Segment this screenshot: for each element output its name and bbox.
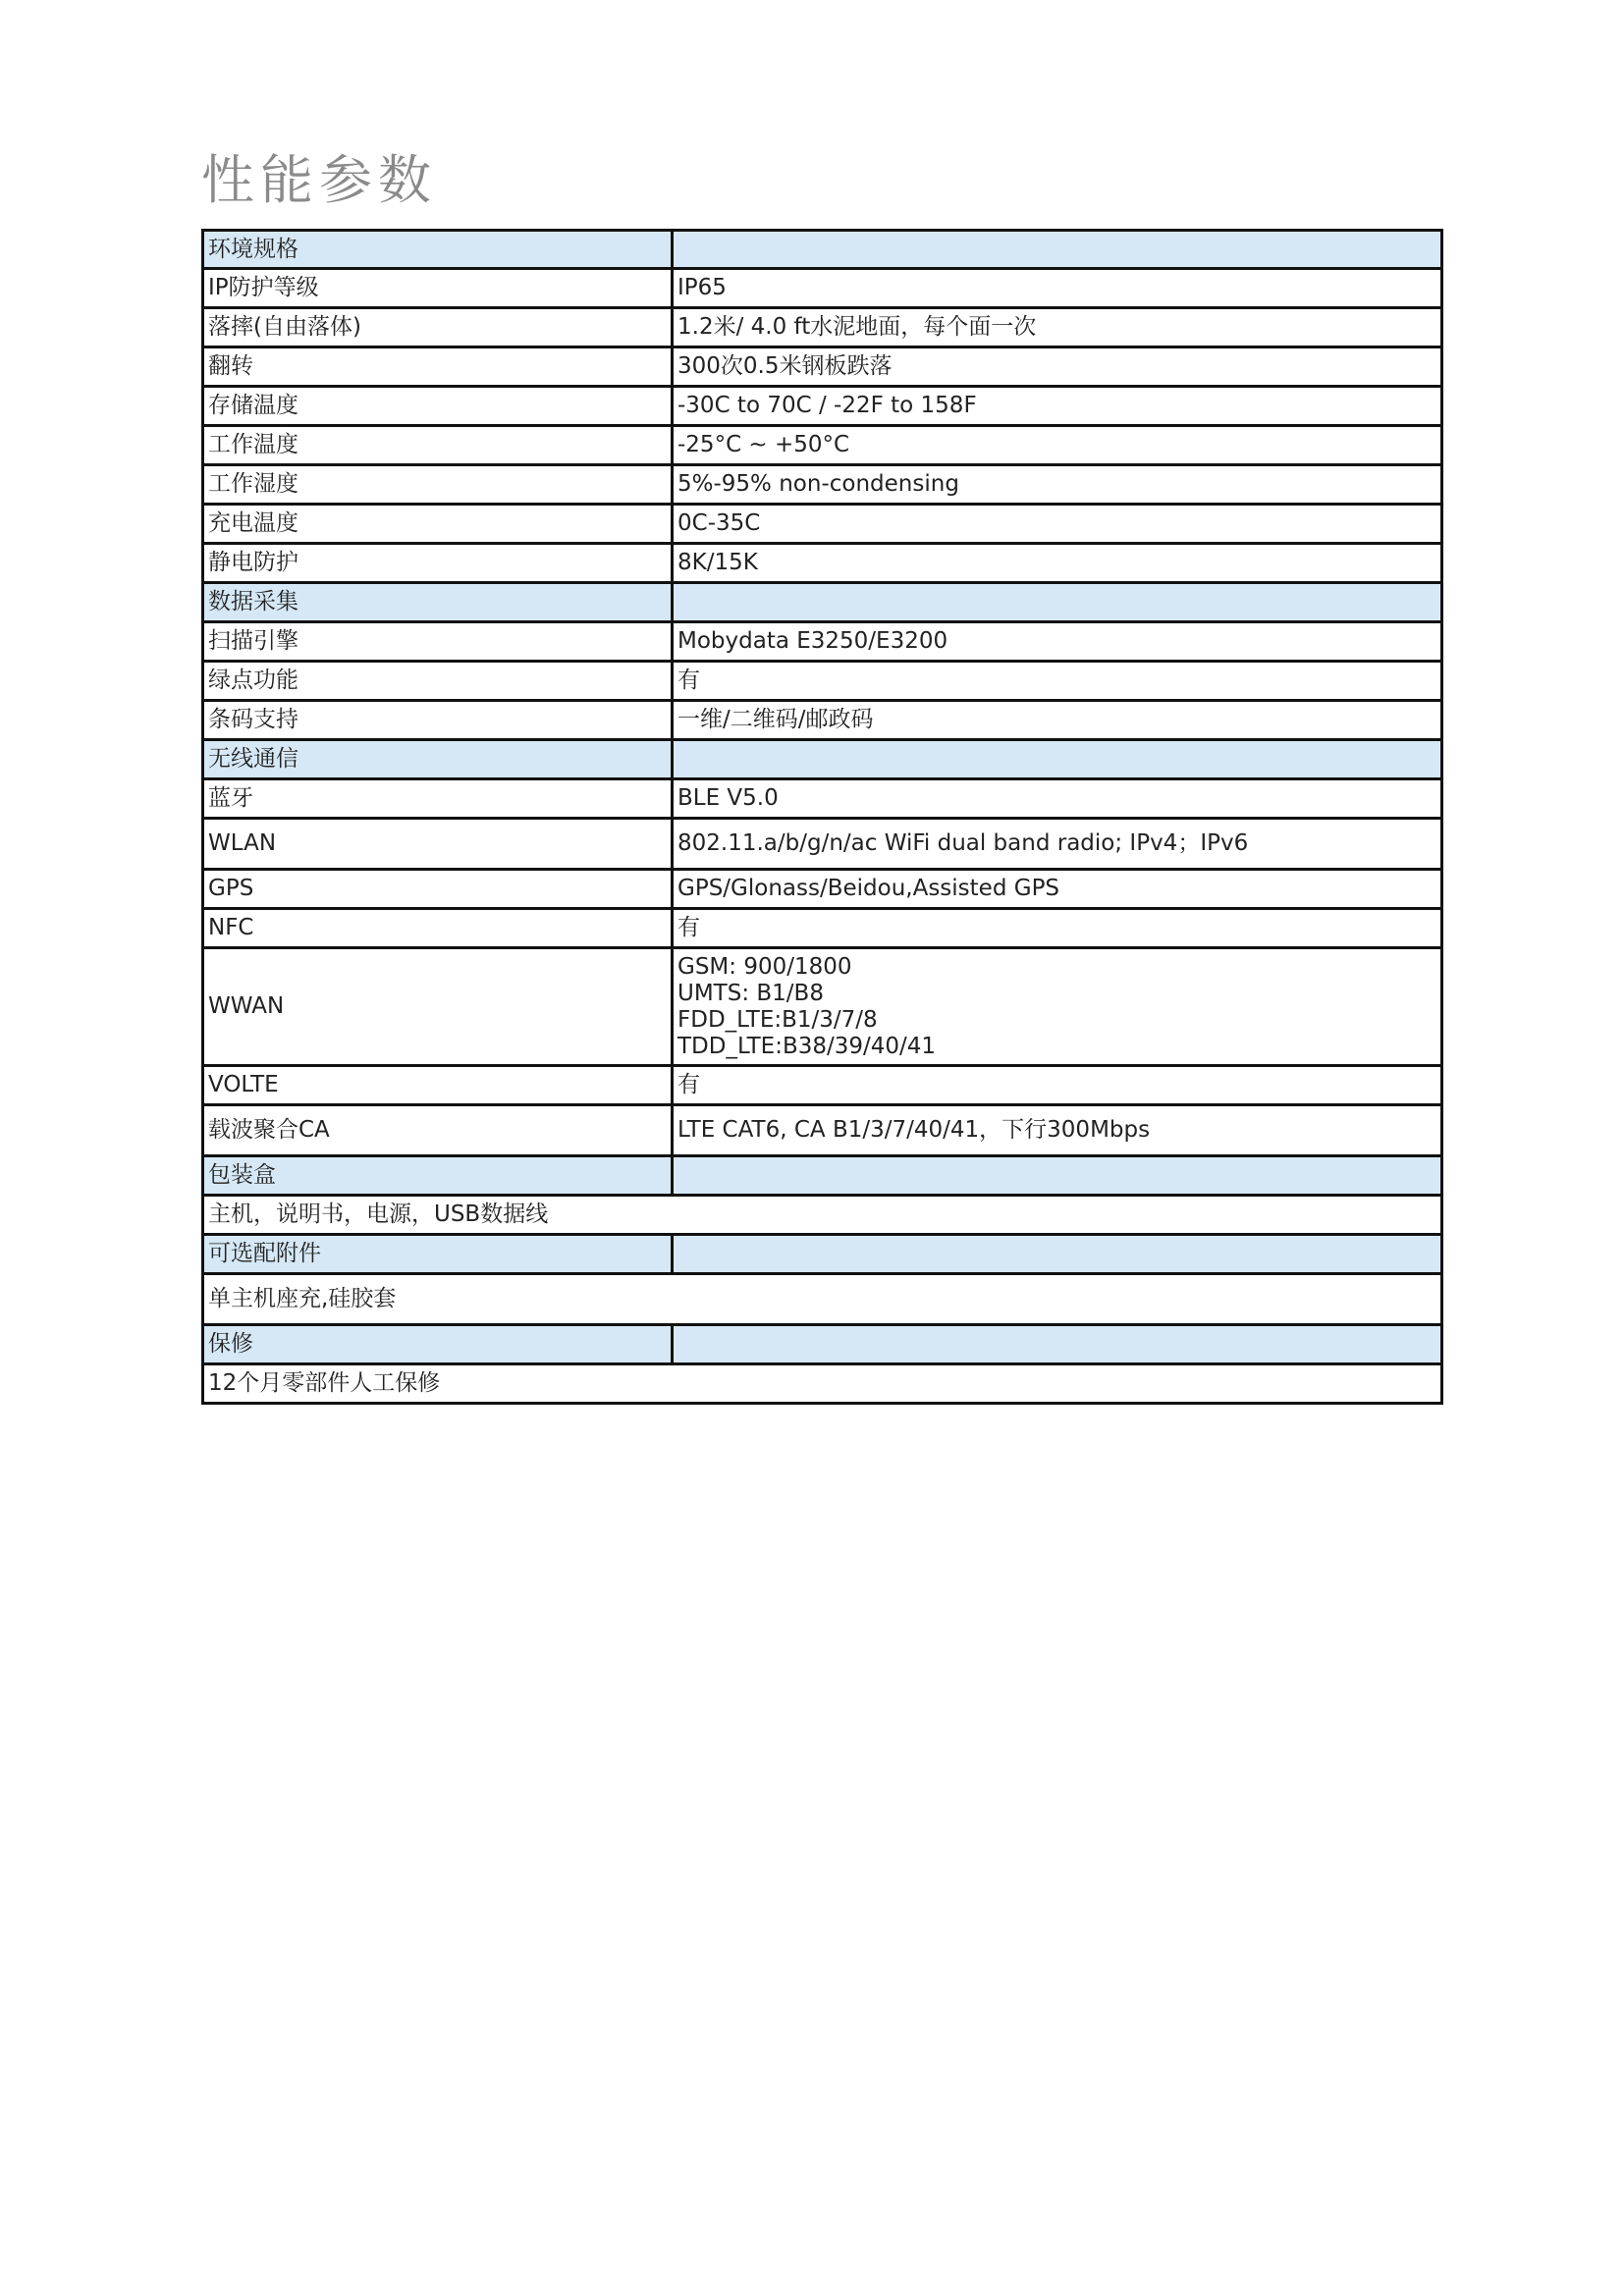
section-title: 无线通信 bbox=[203, 740, 673, 779]
spec-value: 有 bbox=[673, 1066, 1442, 1105]
spec-value: 一维/二维码/邮政码 bbox=[673, 701, 1442, 740]
table-row bbox=[203, 701, 1442, 740]
spec-label: 落摔(自由落体) bbox=[203, 308, 673, 347]
section-header-environment bbox=[203, 231, 1442, 269]
table-row bbox=[203, 426, 1442, 465]
table-row bbox=[203, 387, 1442, 426]
spec-label: 存储温度 bbox=[203, 387, 673, 426]
table-row bbox=[203, 347, 1442, 387]
spec-value: 有 bbox=[673, 662, 1442, 701]
section-header-wireless bbox=[203, 740, 1442, 779]
spec-label: IP防护等级 bbox=[203, 269, 673, 308]
section-title: 环境规格 bbox=[203, 231, 673, 269]
spec-label: 翻转 bbox=[203, 347, 673, 387]
table-row bbox=[203, 1066, 1442, 1105]
warranty-content: 12个月零部件人工保修 bbox=[203, 1364, 1442, 1404]
table-row bbox=[203, 308, 1442, 347]
spec-value: 5%-95% non-condensing bbox=[673, 465, 1442, 505]
table-row bbox=[203, 662, 1442, 701]
spec-label: 扫描引擎 bbox=[203, 622, 673, 662]
table-row bbox=[203, 544, 1442, 583]
spec-value bbox=[673, 948, 1442, 1066]
table-row bbox=[203, 622, 1442, 662]
table-row bbox=[203, 1105, 1442, 1156]
table-row bbox=[203, 1364, 1442, 1404]
spec-value: LTE CAT6, CA B1/3/7/40/41，下行300Mbps bbox=[673, 1105, 1442, 1156]
wwan-band-line: UMTS: B1/B8 bbox=[677, 980, 824, 1006]
table-row bbox=[203, 505, 1442, 544]
spec-label: 载波聚合CA bbox=[203, 1105, 673, 1156]
table-row bbox=[203, 779, 1442, 819]
spec-value: Mobydata E3250/E3200 bbox=[673, 622, 1442, 662]
spec-label: 绿点功能 bbox=[203, 662, 673, 701]
table-row bbox=[203, 1274, 1442, 1325]
table-row bbox=[203, 948, 1442, 1066]
table-row bbox=[203, 1196, 1442, 1235]
spec-label: 静电防护 bbox=[203, 544, 673, 583]
spec-value: BLE V5.0 bbox=[673, 779, 1442, 819]
section-title: 包装盒 bbox=[203, 1156, 673, 1196]
spec-label: WWAN bbox=[203, 948, 673, 1066]
wwan-band-line: FDD_LTE:B1/3/7/8 bbox=[677, 1006, 878, 1033]
section-header-accessories bbox=[203, 1235, 1442, 1274]
spec-label: 工作湿度 bbox=[203, 465, 673, 505]
package-content: 主机，说明书，电源，USB数据线 bbox=[203, 1196, 1442, 1235]
spec-value: 802.11.a/b/g/n/ac WiFi dual band radio; IPv4；IPv6 bbox=[673, 819, 1442, 870]
spec-value: IP65 bbox=[673, 269, 1442, 308]
spec-label: 充电温度 bbox=[203, 505, 673, 544]
section-title: 可选配附件 bbox=[203, 1235, 673, 1274]
spec-value: -25°C ~ +50°C bbox=[673, 426, 1442, 465]
table-row bbox=[203, 269, 1442, 308]
spec-value: 0C-35C bbox=[673, 505, 1442, 544]
spec-label: NFC bbox=[203, 909, 673, 948]
spec-value: GPS/Glonass/Beidou,Assisted GPS bbox=[673, 870, 1442, 909]
spec-label: VOLTE bbox=[203, 1066, 673, 1105]
table-row bbox=[203, 819, 1442, 870]
section-title: 数据采集 bbox=[203, 583, 673, 622]
spec-table bbox=[201, 229, 1443, 1405]
table-row bbox=[203, 909, 1442, 948]
section-header-warranty bbox=[203, 1325, 1442, 1364]
section-header-data-capture bbox=[203, 583, 1442, 622]
wwan-band-line: GSM: 900/1800 bbox=[677, 953, 852, 980]
spec-value: 有 bbox=[673, 909, 1442, 948]
spec-value: 300次0.5米钢板跌落 bbox=[673, 347, 1442, 387]
spec-label: 工作温度 bbox=[203, 426, 673, 465]
page-title: 性能参数 bbox=[201, 149, 437, 211]
spec-value: 8K/15K bbox=[673, 544, 1442, 583]
section-header-package bbox=[203, 1156, 1442, 1196]
accessories-content: 单主机座充,硅胶套 bbox=[203, 1274, 1442, 1325]
section-title: 保修 bbox=[203, 1325, 673, 1364]
table-row bbox=[203, 870, 1442, 909]
spec-label: 条码支持 bbox=[203, 701, 673, 740]
spec-label: WLAN bbox=[203, 819, 673, 870]
spec-label: 蓝牙 bbox=[203, 779, 673, 819]
spec-label: GPS bbox=[203, 870, 673, 909]
table-row bbox=[203, 465, 1442, 505]
spec-value: -30C to 70C / -22F to 158F bbox=[673, 387, 1442, 426]
spec-value: 1.2米/ 4.0 ft水泥地面，每个面一次 bbox=[673, 308, 1442, 347]
wwan-band-line: TDD_LTE:B38/39/40/41 bbox=[677, 1033, 937, 1059]
